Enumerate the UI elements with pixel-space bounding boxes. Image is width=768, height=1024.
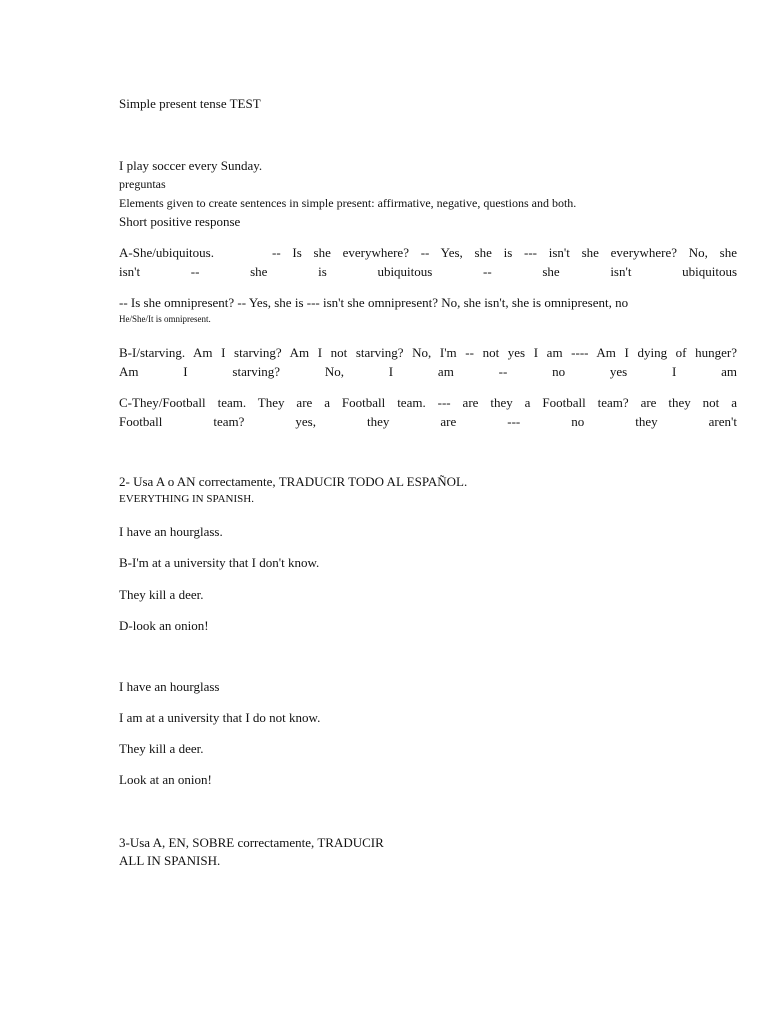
paragraph-b-line2: Am I starving? No, I am -- no yes I am (119, 364, 737, 379)
text-line: Elements given to create sentences in simple present: affirmative, negative, questions and both. (119, 196, 577, 210)
section-2-subheading: EVERYTHING IN SPANISH. (119, 493, 254, 505)
page-title: Simple present tense TEST (119, 96, 261, 111)
list-item: I have an hourglass. (119, 524, 223, 539)
paragraph-a-line1 (119, 243, 737, 262)
answer-item: They kill a deer. (119, 741, 204, 756)
answer-item: I have an hourglass (119, 679, 220, 694)
text-line: Short positive response (119, 214, 241, 229)
section-3-subheading: ALL IN SPANISH. (119, 853, 221, 868)
paragraph-c-line1: C-They/Football team. They are a Football team. --- are they a Football team? are they not a (119, 395, 737, 410)
paragraph-a-label: A-She/ubiquitous. (119, 245, 214, 260)
paragraph-c-line2: Football team? yes, they are --- no they aren't (119, 414, 737, 429)
section-2-heading: 2- Usa A o AN correctamente, TRADUCIR TODO AL ESPAÑOL. (119, 474, 468, 489)
paragraph-b-line1: B-I/starving. Am I starving? Am I not starving? No, I'm -- not yes I am ---- Am I dying of hunger? (119, 345, 737, 360)
text-line: I play soccer every Sunday. (119, 158, 263, 173)
paragraph-omnipresent: -- Is she omnipresent? -- Yes, she is --- isn't she omnipresent? No, she isn't, she is omnipresent, no (119, 295, 629, 310)
paragraph-a-line2: isn't -- she is ubiquitous -- she isn't ubiquitous (119, 264, 737, 279)
list-item: D-look an onion! (119, 618, 209, 633)
answer-item: Look at an onion! (119, 772, 212, 787)
list-item: B-I'm at a university that I don't know. (119, 555, 320, 570)
paragraph-a-text: -- Is she everywhere? -- Yes, she is --- isn't she everywhere? No, she (271, 245, 737, 260)
answer-item: I am at a university that I do not know. (119, 710, 321, 725)
section-3-heading: 3-Usa A, EN, SOBRE correctamente, TRADUCIR (119, 835, 384, 850)
list-item: They kill a deer. (119, 587, 204, 602)
small-note: He/She/It is omnipresent. (119, 314, 211, 324)
text-line: preguntas (119, 177, 166, 191)
